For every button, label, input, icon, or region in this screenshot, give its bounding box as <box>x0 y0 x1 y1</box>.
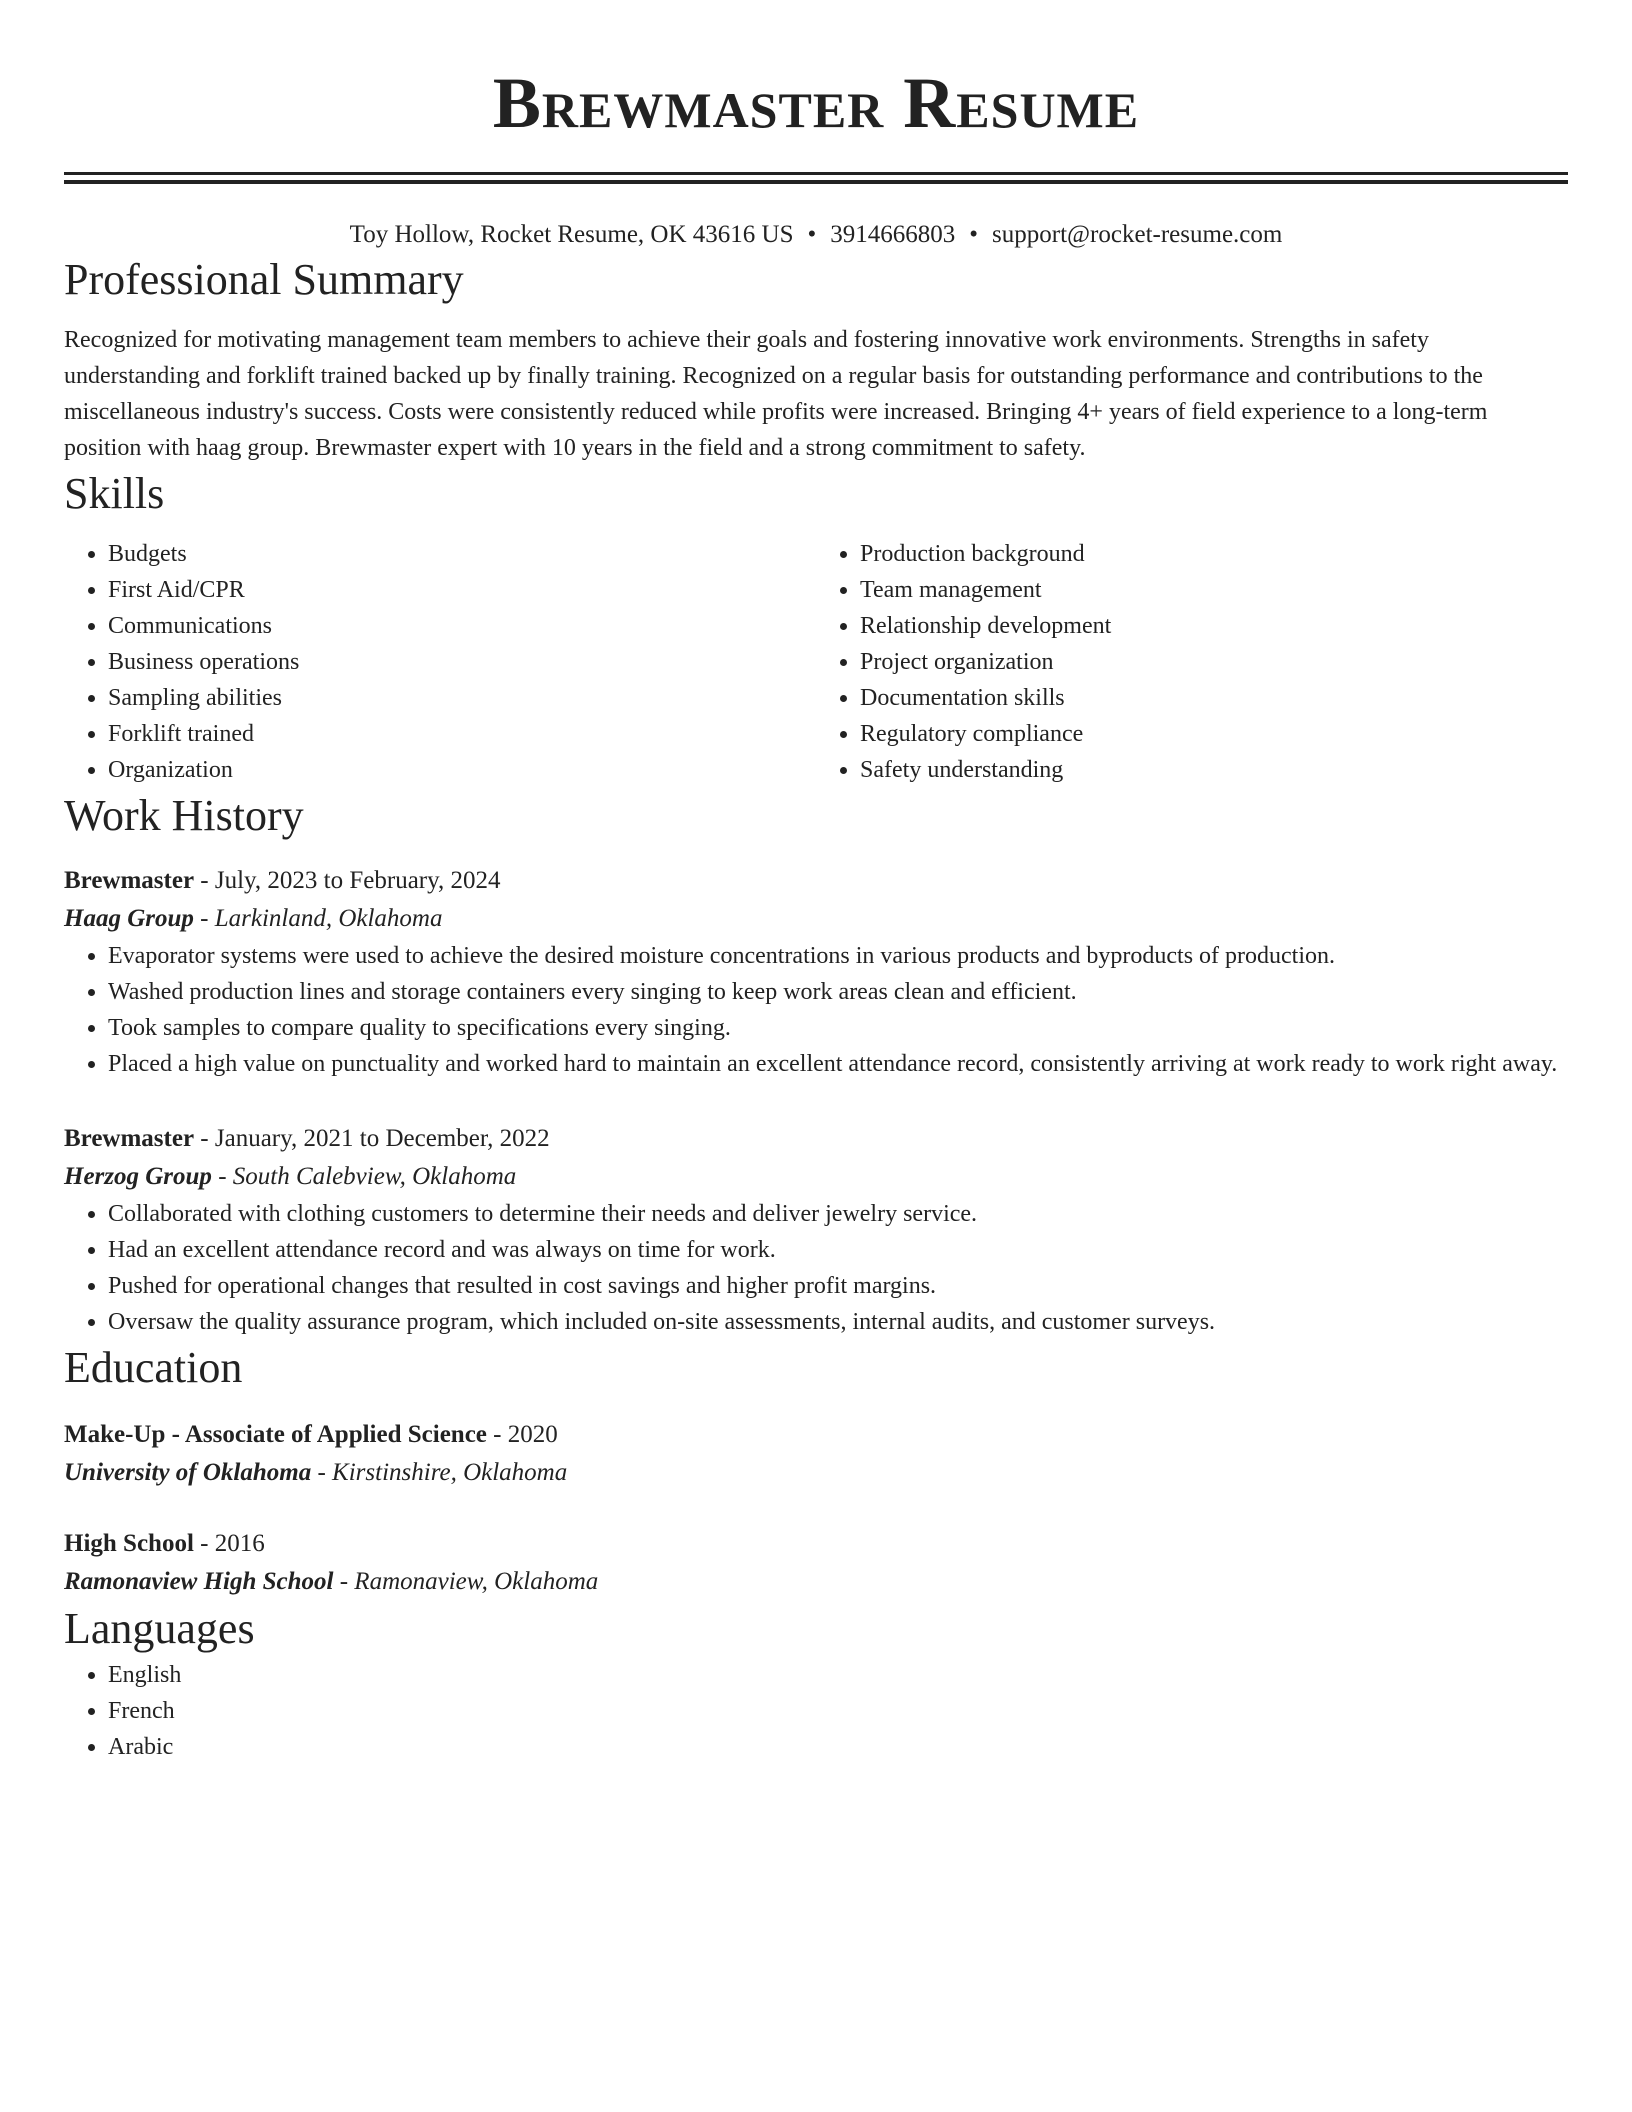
job-duty: • Pushed for operational changes that resulted in cost savings and higher profit margins. <box>108 1268 1568 1304</box>
job-title: Brewmaster <box>64 1125 195 1152</box>
skills-columns <box>64 536 1568 788</box>
school-line <box>64 1454 1568 1492</box>
company-location: - South Calebview, Oklahoma <box>211 1163 517 1190</box>
skill-item: • Documentation skills <box>860 680 1568 716</box>
skills-column-left <box>64 536 816 788</box>
contact-phone: 3914666803 <box>830 221 956 248</box>
work-history-heading: Work History <box>64 791 304 840</box>
job-entry <box>64 862 1568 1082</box>
languages-heading: Languages <box>64 1604 255 1653</box>
skills-list-right <box>816 536 1568 788</box>
degree-name: Make-Up - Associate of Applied Science <box>64 1421 487 1448</box>
degree-line <box>64 1525 1568 1563</box>
job-entry <box>64 1120 1568 1340</box>
education-heading: Education <box>64 1343 243 1392</box>
skill-item: • First Aid/CPR <box>108 572 816 608</box>
title-divider <box>64 172 1568 184</box>
job-duty: • Oversaw the quality assurance program, which included on-site assessments, internal audits, and customer surveys. <box>108 1304 1568 1340</box>
job-title-line <box>64 862 1568 900</box>
job-duty: • Took samples to compare quality to specifications every singing. <box>108 1010 1568 1046</box>
skill-item: • Sampling abilities <box>108 680 816 716</box>
resume-title: Brewmaster Resume <box>492 63 1140 143</box>
education-entry <box>64 1525 1568 1601</box>
summary-heading: Professional Summary <box>64 255 464 304</box>
job-duty: • Evaporator systems were used to achieve the desired moisture concentrations in various products and byproducts of production. <box>108 938 1568 974</box>
skill-item: • Team management <box>860 572 1568 608</box>
skills-list-left <box>64 536 816 788</box>
skill-item: • Budgets <box>108 536 816 572</box>
degree-name: High School <box>64 1530 194 1557</box>
degree-line <box>64 1416 1568 1454</box>
job-title: Brewmaster <box>64 867 195 894</box>
contact-separator: • <box>969 221 979 248</box>
language-item: • French <box>108 1693 1568 1729</box>
company-name: Herzog Group <box>64 1163 212 1190</box>
skill-item: • Project organization <box>860 644 1568 680</box>
skills-column-right <box>816 536 1568 788</box>
company-name: Haag Group <box>64 905 194 932</box>
job-duty: • Washed production lines and storage containers every singing to keep work areas clean and efficient. <box>108 974 1568 1010</box>
skills-heading: Skills <box>64 469 165 518</box>
school-location: - Kirstinshire, Oklahoma <box>311 1459 568 1486</box>
degree-year: - 2020 <box>486 1421 558 1448</box>
contact-email: support@rocket-resume.com <box>992 221 1283 248</box>
skill-item: • Regulatory compliance <box>860 716 1568 752</box>
school-location: - Ramonaview, Oklahoma <box>333 1568 599 1595</box>
language-item: • Arabic <box>108 1729 1568 1765</box>
company-line <box>64 900 1568 938</box>
education-entry <box>64 1416 1568 1492</box>
job-duties-list <box>64 938 1568 1082</box>
skill-item: • Production background <box>860 536 1568 572</box>
contact-separator: • <box>807 221 817 248</box>
school-name: Ramonaview High School <box>64 1568 334 1595</box>
job-dates: - January, 2021 to December, 2022 <box>194 1125 550 1152</box>
skill-item: • Organization <box>108 752 816 788</box>
job-dates: - July, 2023 to February, 2024 <box>194 867 501 894</box>
contact-line <box>64 218 1568 252</box>
job-title-line <box>64 1120 1568 1158</box>
job-duty: • Had an excellent attendance record and was always on time for work. <box>108 1232 1568 1268</box>
skill-item: • Business operations <box>108 644 816 680</box>
skill-item: • Safety understanding <box>860 752 1568 788</box>
skill-item: • Relationship development <box>860 608 1568 644</box>
job-duty: • Placed a high value on punctuality and worked hard to maintain an excellent attendance record, consistently arriving at work ready to work right away. <box>108 1046 1568 1082</box>
contact-address: Toy Hollow, Rocket Resume, OK 43616 US <box>349 221 794 248</box>
school-line <box>64 1563 1568 1601</box>
degree-year: - 2016 <box>193 1530 265 1557</box>
school-name: University of Oklahoma <box>64 1459 312 1486</box>
skill-item: • Communications <box>108 608 816 644</box>
company-location: - Larkinland, Oklahoma <box>193 905 443 932</box>
job-duty: • Collaborated with clothing customers to determine their needs and deliver jewelry service. <box>108 1196 1568 1232</box>
skill-item: • Forklift trained <box>108 716 816 752</box>
language-item: • English <box>108 1657 1568 1693</box>
job-duties-list <box>64 1196 1568 1340</box>
summary-text: Recognized for motivating management team members to achieve their goals and fostering innovative work environments. Strengths in safety understanding and forklift trained backed up by finally training. Recognized on a regular basis for outstanding performance and contributions to the miscellaneous industry's success. Costs were consistently reduced while profits were increased. Bringing 4+ years of field experience to a long-term position with haag group. Brewmaster expert with 10 years in the field and a strong commitment to safety. <box>64 327 1488 461</box>
languages-list <box>64 1657 1568 1765</box>
company-line <box>64 1158 1568 1196</box>
